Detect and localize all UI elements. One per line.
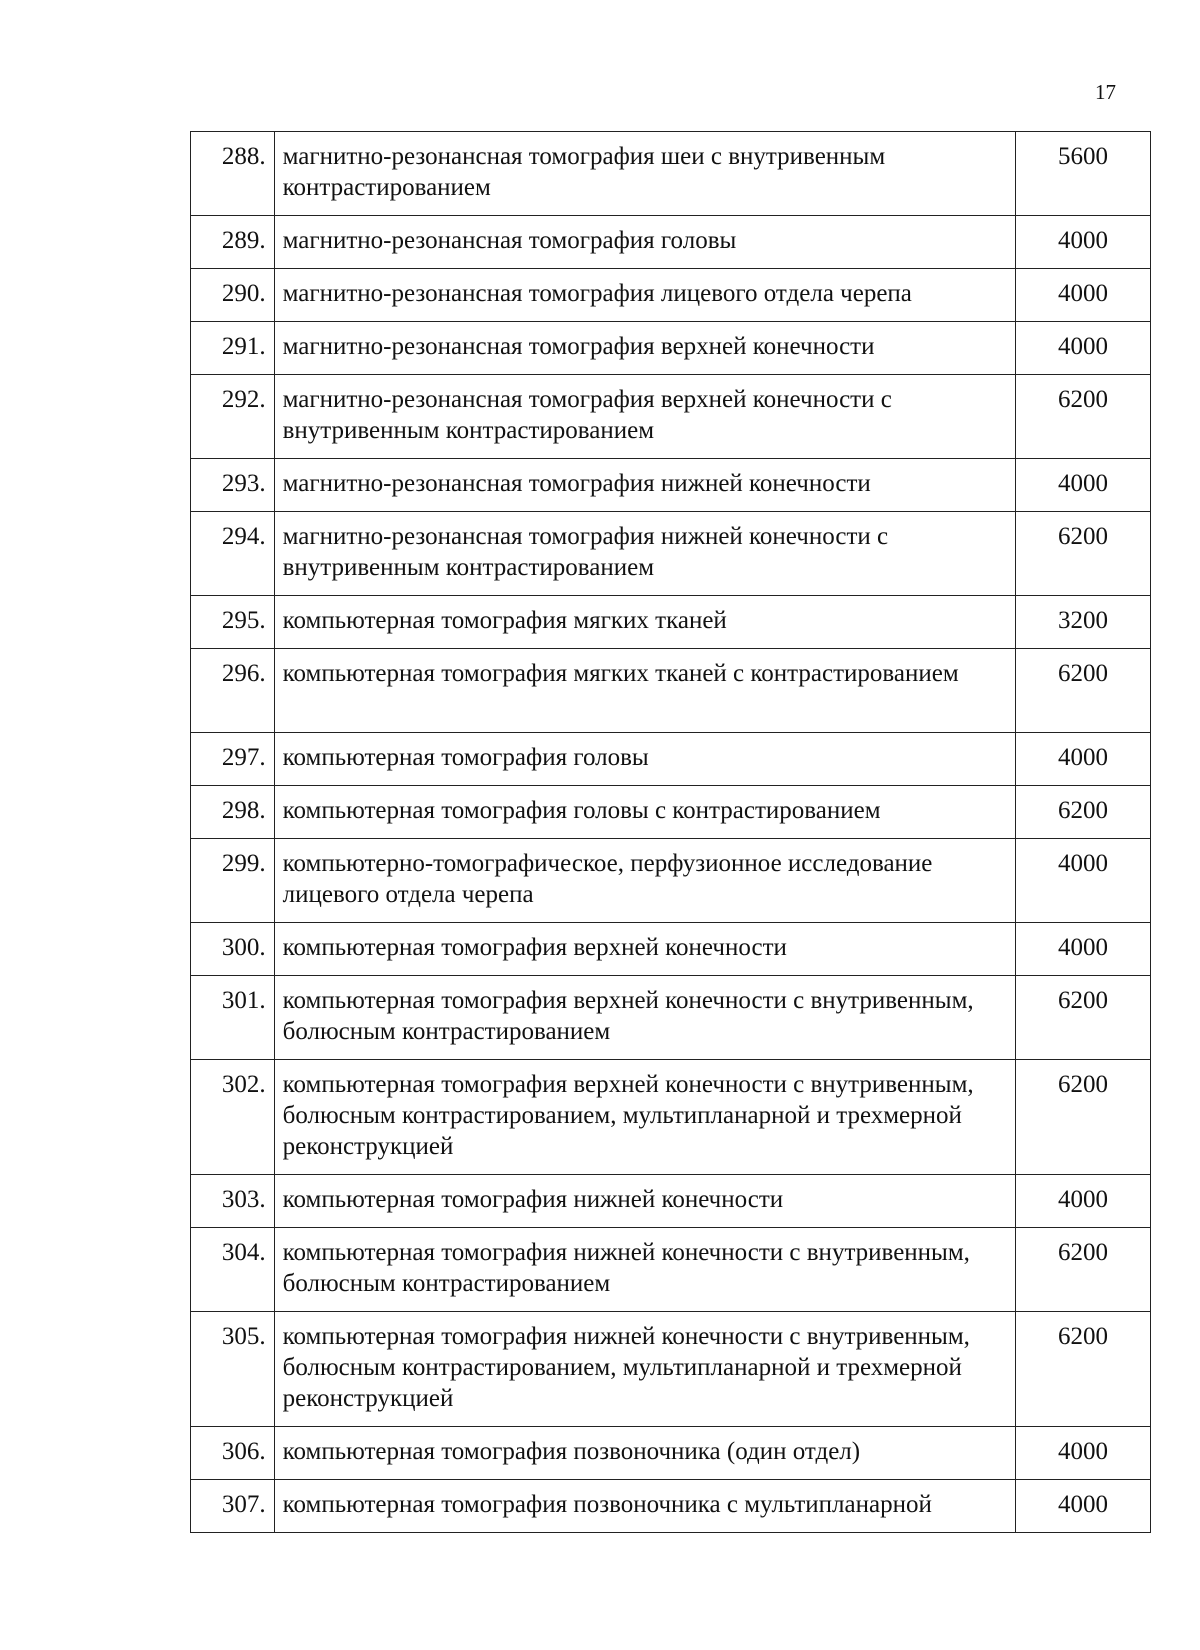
service-price: 4000 xyxy=(1016,733,1151,786)
table-row xyxy=(191,269,1151,322)
table-row xyxy=(191,923,1151,976)
table-row xyxy=(191,1427,1151,1480)
table-row xyxy=(191,1228,1151,1312)
row-number: 302. xyxy=(191,1060,275,1175)
service-price: 4000 xyxy=(1016,459,1151,512)
service-price: 4000 xyxy=(1016,1480,1151,1533)
table-row xyxy=(191,839,1151,923)
row-number: 305. xyxy=(191,1312,275,1427)
service-name: магнитно-резонансная томография лицевого отдела черепа xyxy=(274,269,1015,322)
row-number: 300. xyxy=(191,923,275,976)
service-price: 4000 xyxy=(1016,1427,1151,1480)
service-price: 6200 xyxy=(1016,1312,1151,1427)
service-price: 4000 xyxy=(1016,839,1151,923)
service-name: компьютерно-томографическое, перфузионное исследование лицевого отдела черепа xyxy=(274,839,1015,923)
row-number: 288. xyxy=(191,132,275,216)
row-number: 290. xyxy=(191,269,275,322)
row-number: 298. xyxy=(191,786,275,839)
table-row xyxy=(191,459,1151,512)
service-name: компьютерная томография нижней конечности xyxy=(274,1175,1015,1228)
service-name: магнитно-резонансная томография головы xyxy=(274,216,1015,269)
service-price: 4000 xyxy=(1016,322,1151,375)
row-number: 299. xyxy=(191,839,275,923)
service-name: магнитно-резонансная томография шеи с внутривенным контрастированием xyxy=(274,132,1015,216)
service-price: 6200 xyxy=(1016,786,1151,839)
service-name: компьютерная томография нижней конечности с внутривенным, болюсным контрастированием, мультипланарной и трехмерной реконструкцией xyxy=(274,1312,1015,1427)
row-number: 295. xyxy=(191,596,275,649)
service-name: магнитно-резонансная томография верхней конечности с внутривенным контрастированием xyxy=(274,375,1015,459)
table-row xyxy=(191,733,1151,786)
service-name: компьютерная томография верхней конечности с внутривенным, болюсным контрастированием xyxy=(274,976,1015,1060)
page-number: 17 xyxy=(1095,80,1116,104)
row-number: 306. xyxy=(191,1427,275,1480)
service-name: компьютерная томография нижней конечности с внутривенным, болюсным контрастированием xyxy=(274,1228,1015,1312)
row-number: 297. xyxy=(191,733,275,786)
table-row xyxy=(191,216,1151,269)
service-price: 3200 xyxy=(1016,596,1151,649)
table-row xyxy=(191,375,1151,459)
service-price: 6200 xyxy=(1016,1060,1151,1175)
services-price-table xyxy=(190,131,1151,1533)
service-price: 4000 xyxy=(1016,269,1151,322)
service-price: 5600 xyxy=(1016,132,1151,216)
service-name: магнитно-резонансная томография нижней конечности с внутривенным контрастированием xyxy=(274,512,1015,596)
service-price: 6200 xyxy=(1016,649,1151,733)
service-price: 6200 xyxy=(1016,375,1151,459)
table-row xyxy=(191,976,1151,1060)
table-row xyxy=(191,1060,1151,1175)
row-number: 296. xyxy=(191,649,275,733)
row-number: 303. xyxy=(191,1175,275,1228)
row-number: 304. xyxy=(191,1228,275,1312)
table-row xyxy=(191,132,1151,216)
table-row xyxy=(191,1480,1151,1533)
service-price: 4000 xyxy=(1016,1175,1151,1228)
service-name: компьютерная томография позвоночника с мультипланарной xyxy=(274,1480,1015,1533)
service-name: компьютерная томография головы xyxy=(274,733,1015,786)
service-price: 4000 xyxy=(1016,216,1151,269)
service-name: компьютерная томография позвоночника (один отдел) xyxy=(274,1427,1015,1480)
service-name: компьютерная томография верхней конечности xyxy=(274,923,1015,976)
service-name: компьютерная томография мягких тканей с контрастированием xyxy=(274,649,1015,733)
row-number: 289. xyxy=(191,216,275,269)
service-name: компьютерная томография верхней конечности с внутривенным, болюсным контрастированием, мультипланарной и трехмерной реконструкцией xyxy=(274,1060,1015,1175)
service-name: магнитно-резонансная томография нижней конечности xyxy=(274,459,1015,512)
table-row xyxy=(191,512,1151,596)
table-row xyxy=(191,786,1151,839)
table-row xyxy=(191,322,1151,375)
service-name: магнитно-резонансная томография верхней конечности xyxy=(274,322,1015,375)
row-number: 294. xyxy=(191,512,275,596)
table-row xyxy=(191,1175,1151,1228)
row-number: 301. xyxy=(191,976,275,1060)
row-number: 292. xyxy=(191,375,275,459)
service-name: компьютерная томография головы с контрастированием xyxy=(274,786,1015,839)
table-row xyxy=(191,649,1151,733)
row-number: 291. xyxy=(191,322,275,375)
service-price: 6200 xyxy=(1016,512,1151,596)
row-number: 293. xyxy=(191,459,275,512)
service-price: 6200 xyxy=(1016,1228,1151,1312)
table-row xyxy=(191,596,1151,649)
service-price: 4000 xyxy=(1016,923,1151,976)
service-price: 6200 xyxy=(1016,976,1151,1060)
row-number: 307. xyxy=(191,1480,275,1533)
service-name: компьютерная томография мягких тканей xyxy=(274,596,1015,649)
table-row xyxy=(191,1312,1151,1427)
